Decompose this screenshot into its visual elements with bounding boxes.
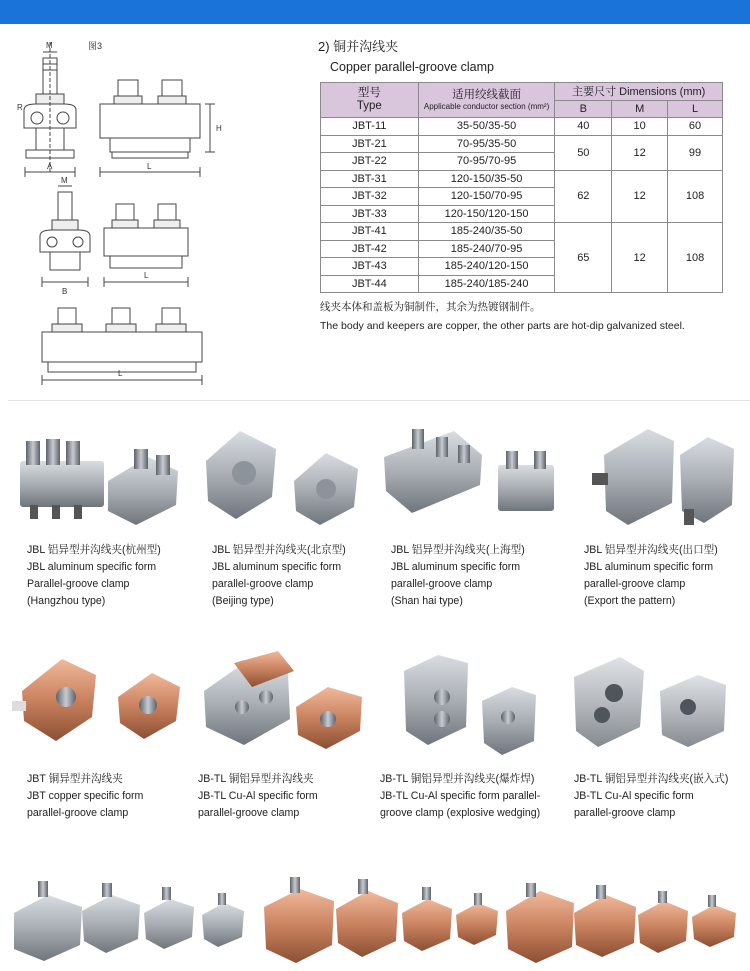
dim-label-m2: M [61, 176, 68, 185]
product-photo-jbt-copper [12, 659, 180, 741]
caption-line: JBL aluminum specific form [212, 561, 342, 573]
m-cell: 10 [612, 118, 668, 136]
type-cell: JBT-43 [321, 258, 419, 276]
product-caption-beijing [212, 542, 346, 610]
section-cell: 185-240/120-150 [418, 258, 555, 276]
caption-line: JBL 铝异型并沟线夹(杭州型) [27, 544, 161, 556]
type-cell: JBT-33 [321, 205, 419, 223]
caption-line: parallel-groove clamp [574, 807, 676, 819]
m-cell: 12 [612, 170, 668, 223]
product-photo-jbtl-explosive [404, 655, 536, 755]
caption-line: JB-TL Cu-Al specific form parallel- [380, 790, 541, 802]
header-type-cn: 型号 [357, 87, 381, 99]
section-cell: 185-240/35-50 [418, 223, 555, 241]
caption-line: JB-TL Cu-Al specific form [198, 790, 318, 802]
caption-line: JBL 铝异型并沟线夹(出口型) [584, 544, 718, 556]
product-caption-jbtl-embedded [574, 771, 728, 822]
section-cell: 70-95/35-50 [418, 135, 555, 153]
caption-line: JBT 铜异型并沟线夹 [27, 773, 123, 785]
header-type [321, 83, 419, 118]
product-caption-jbtl-cual [198, 771, 318, 822]
figure-label: 图3 [88, 41, 103, 51]
caption-line: JB-TL 铜铝异型并沟线夹 [198, 773, 314, 785]
caption-line: (Beijing type) [212, 595, 274, 607]
product-photo-row3-cual [506, 883, 736, 963]
top-bar [0, 0, 750, 24]
product-caption-export [584, 542, 718, 610]
header-b: B [555, 100, 612, 118]
m-cell: 12 [612, 223, 668, 293]
header-section-cn: 适用绞线截面 [452, 88, 522, 101]
dim-label-m1: M [46, 41, 53, 50]
dim-label-l3: L [118, 369, 123, 378]
header-type-en: Type [356, 100, 382, 112]
material-note-en: The body and keepers are copper, the other parts are hot-dip galvanized steel. [320, 320, 685, 332]
dim-label-l2: L [144, 271, 149, 280]
end-view-2 [40, 186, 90, 287]
section-cell: 185-240/70-95 [418, 240, 555, 258]
caption-line: parallel-groove clamp [198, 807, 300, 819]
product-photo-row3-copper [264, 877, 498, 963]
product-photo-beijing [206, 431, 358, 525]
product-caption-jbtl-explosive [380, 771, 540, 822]
product-caption-shanghai [391, 542, 525, 610]
product-photo-export [592, 429, 734, 525]
dim-label-h: H [216, 124, 222, 133]
caption-line: JB-TL Cu-Al specific form [574, 790, 694, 802]
caption-line: Parallel-groove clamp [27, 578, 130, 590]
drawing-svg [0, 24, 310, 394]
header-m: M [612, 100, 668, 118]
product-photos [8, 401, 750, 971]
caption-line: JB-TL 铜铝异型并沟线夹(爆炸焊) [380, 773, 535, 785]
dim-label-b: B [62, 287, 68, 296]
spec-section [318, 36, 738, 332]
table-row [321, 170, 723, 188]
b-cell: 50 [555, 135, 612, 170]
section-cell: 120-150/120-150 [418, 205, 555, 223]
header-l: L [668, 100, 723, 118]
b-cell: 65 [555, 223, 612, 293]
product-photo-jbtl-embedded [574, 657, 726, 747]
b-cell: 40 [555, 118, 612, 136]
product-caption-jbt-copper [27, 771, 143, 822]
table-row [321, 135, 723, 153]
caption-line: parallel-groove clamp [584, 578, 686, 590]
caption-line: JBT copper specific form [27, 790, 144, 802]
header-section [418, 83, 555, 118]
header-section-en: Applicable conductor section (mm²) [423, 101, 550, 111]
product-photo-jbtl-cual [204, 651, 362, 749]
type-cell: JBT-11 [321, 118, 419, 136]
type-cell: JBT-21 [321, 135, 419, 153]
caption-line: JBL 铝异型并沟线夹(上海型) [391, 544, 525, 556]
caption-line: parallel-groove clamp [391, 578, 493, 590]
b-cell: 62 [555, 170, 612, 223]
l-cell: 108 [668, 223, 723, 293]
caption-line: groove clamp (explosive wedging) [380, 807, 541, 819]
type-cell: JBT-32 [321, 188, 419, 206]
section-cell: 35-50/35-50 [418, 118, 555, 136]
spec-table [320, 82, 723, 293]
type-cell: JBT-22 [321, 153, 419, 171]
caption-line: (Export the pattern) [584, 595, 676, 607]
spec-subtitle: Copper parallel-groove clamp [330, 60, 494, 74]
caption-line: (Hangzhou type) [27, 595, 106, 607]
l-cell: 60 [668, 118, 723, 136]
type-cell: JBT-41 [321, 223, 419, 241]
caption-line: JBL aluminum specific form [391, 561, 521, 573]
end-view-1 [24, 42, 76, 177]
section-cell: 120-150/35-50 [418, 170, 555, 188]
side-view-1 [100, 80, 215, 177]
type-cell: JBT-31 [321, 170, 419, 188]
caption-line: JB-TL 铜铝异型并沟线夹(嵌入式) [574, 773, 729, 785]
section-cell: 185-240/185-240 [418, 275, 555, 293]
m-cell: 12 [612, 135, 668, 170]
caption-line: JBL aluminum specific form [27, 561, 157, 573]
material-note-cn: 线夹本体和盖板为铜制件，其余为热镀钢制件。 [320, 301, 541, 313]
table-row [321, 118, 723, 136]
dim-label-r: R [17, 103, 23, 112]
product-photo-hangzhou [20, 439, 178, 525]
header-dims: 主要尺寸 Dimensions (mm) [555, 83, 723, 101]
caption-line: parallel-groove clamp [27, 807, 129, 819]
l-cell: 99 [668, 135, 723, 170]
dim-label-l1: L [147, 162, 152, 171]
table-row [321, 223, 723, 241]
section-cell: 120-150/70-95 [418, 188, 555, 206]
product-gallery [8, 400, 750, 970]
product-photo-row3-aluminum [14, 881, 244, 961]
l-cell: 108 [668, 170, 723, 223]
spec-title: 2) 铜并沟线夹 [318, 39, 399, 54]
dim-label-a: A [47, 162, 53, 171]
product-photo-shanghai [384, 429, 554, 513]
technical-drawings [0, 24, 310, 394]
caption-line: JBL aluminum specific form [584, 561, 714, 573]
type-cell: JBT-42 [321, 240, 419, 258]
type-cell: JBT-44 [321, 275, 419, 293]
caption-line: (Shan hai type) [391, 595, 463, 607]
caption-line: parallel-groove clamp [212, 578, 314, 590]
section-cell: 70-95/70-95 [418, 153, 555, 171]
caption-line: JBL 铝异型并沟线夹(北京型) [212, 544, 346, 556]
product-caption-hangzhou [27, 542, 161, 610]
